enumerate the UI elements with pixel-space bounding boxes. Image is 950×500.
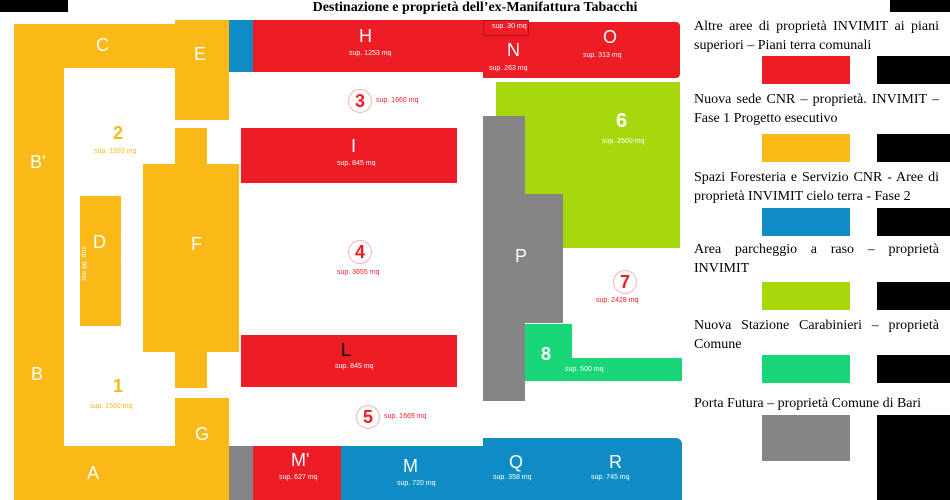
- legend-black-block-4: [877, 282, 950, 310]
- building-q: [483, 438, 547, 500]
- carabinieri-8-label: 8: [541, 344, 552, 364]
- building-b-prime: [14, 68, 64, 324]
- zone-5-number: 5: [356, 405, 380, 429]
- building-n-sup: sup. 263 mq: [489, 65, 528, 72]
- building-q-label: Q: [509, 452, 524, 472]
- building-a-label: A: [87, 463, 100, 483]
- building-h: [253, 20, 483, 72]
- building-b: [14, 324, 64, 446]
- legend-black-block-6: [877, 415, 950, 500]
- building-o-label: O: [603, 27, 618, 47]
- zone-2-number: 2: [107, 122, 129, 144]
- zone-1-number: 1: [107, 375, 129, 397]
- building-n-top-sup: sup. 30 mq: [492, 23, 527, 30]
- building-d: [79, 196, 127, 326]
- building-blue-small: [229, 20, 253, 72]
- legend-black-block-5: [877, 355, 950, 383]
- legend-text-blue: Spazi Foresteria e Servizio CNR - Aree di proprietà INVIMIT cielo terra - Fase 2: [694, 170, 939, 204]
- building-f-label: F: [191, 234, 202, 254]
- building-r: [547, 438, 682, 500]
- building-m-sup: sup. 720 mq: [397, 480, 436, 487]
- building-d-sup-right: sup. 98 mq: [119, 230, 127, 265]
- carabinieri-8: [525, 324, 682, 381]
- building-m: [341, 446, 483, 500]
- building-i-label: I: [351, 136, 357, 156]
- building-m-prime: [253, 446, 341, 500]
- building-n-label: N: [507, 40, 520, 60]
- building-i: [241, 128, 457, 183]
- building-n-top: [483, 20, 529, 36]
- building-h-label: H: [359, 26, 372, 46]
- legend-black-block-1: [877, 56, 950, 84]
- building-b-prime-label: B': [30, 152, 46, 172]
- zone-3-number: 3: [348, 89, 372, 113]
- zone-3-sup: sup. 1660 mq: [376, 97, 419, 104]
- building-d-sup-left: sup. 98 mq: [79, 246, 87, 281]
- legend-swatch-blue: [762, 208, 850, 236]
- building-b-label: B: [31, 364, 44, 384]
- legend-swatch-teal: [762, 355, 850, 383]
- building-n: [483, 36, 529, 78]
- building-m-prime-sup: sup. 627 mq: [279, 474, 318, 481]
- building-p-label: P: [515, 246, 528, 266]
- building-l-sup: sup. 845 mq: [335, 363, 374, 370]
- diagram-title: Destinazione e proprietà dell’ex-Manifattura Tabacchi: [312, 0, 638, 15]
- building-m-prime-label: M': [291, 450, 310, 470]
- building-o-sup: sup. 313 mq: [583, 52, 622, 59]
- zone-5-sup: sup. 1669 mq: [384, 413, 427, 420]
- zone-7-sup: sup. 2428 mq: [596, 297, 639, 304]
- building-g: [175, 398, 229, 500]
- legend-swatch-yellow: [762, 134, 850, 162]
- building-d-label: D: [93, 232, 106, 252]
- building-f: [143, 128, 239, 388]
- building-c-label: C: [96, 35, 109, 55]
- legend-swatch-red: [762, 56, 850, 84]
- building-gray-small: [229, 446, 253, 500]
- legend-swatch-gray: [762, 415, 850, 461]
- building-f-shape: [143, 128, 239, 388]
- legend-text-red: Altre aree di proprietà INVIMIT ai piani superiori – Piani terra comunali: [694, 19, 939, 53]
- legend-black-block-2: [877, 134, 950, 162]
- building-e: [175, 20, 229, 120]
- building-e-label: E: [194, 44, 207, 64]
- legend-text-yellow: Nuova sede CNR – proprietà. INVIMIT – Fase 1 Progetto esecutivo: [694, 92, 939, 126]
- building-i-sup: sup. 845 mq: [337, 160, 376, 167]
- building-c: [14, 24, 175, 68]
- building-l: [241, 335, 457, 387]
- legend-black-block-3: [877, 208, 950, 236]
- parking-6-sup: sup. 2500 mq: [602, 138, 645, 145]
- building-r-sup: sup. 745 mq: [591, 474, 630, 481]
- zone-4-sup: sup. 3655 mq: [337, 269, 380, 276]
- building-r-label: R: [609, 452, 622, 472]
- legend-swatch-green: [762, 282, 850, 310]
- zone-7-number: 7: [613, 270, 637, 294]
- zone-2-sup: sup. 1593 mq: [94, 148, 137, 155]
- zone-4-number: 4: [348, 240, 372, 264]
- legend-text-green: Area parcheggio a raso – proprietà INVIMIT: [694, 242, 939, 276]
- building-h-sup: sup. 1253 mq: [349, 50, 392, 57]
- carabinieri-8-sup: sup. 500 mq: [565, 366, 604, 373]
- building-g-label: G: [195, 424, 210, 444]
- building-q-sup: sup. 358 mq: [493, 474, 532, 481]
- building-o: [529, 22, 680, 78]
- zone-1-sup: sup. 1560 mq: [90, 403, 133, 410]
- parking-6-label: 6: [616, 110, 628, 132]
- legend-text-teal: Nuova Stazione Carabinieri – proprietà Comune: [694, 318, 939, 352]
- legend-text-gray: Porta Futura – proprietà Comune di Bari: [694, 396, 922, 411]
- building-m-label: M: [403, 456, 418, 476]
- building-l-label: L: [341, 340, 352, 360]
